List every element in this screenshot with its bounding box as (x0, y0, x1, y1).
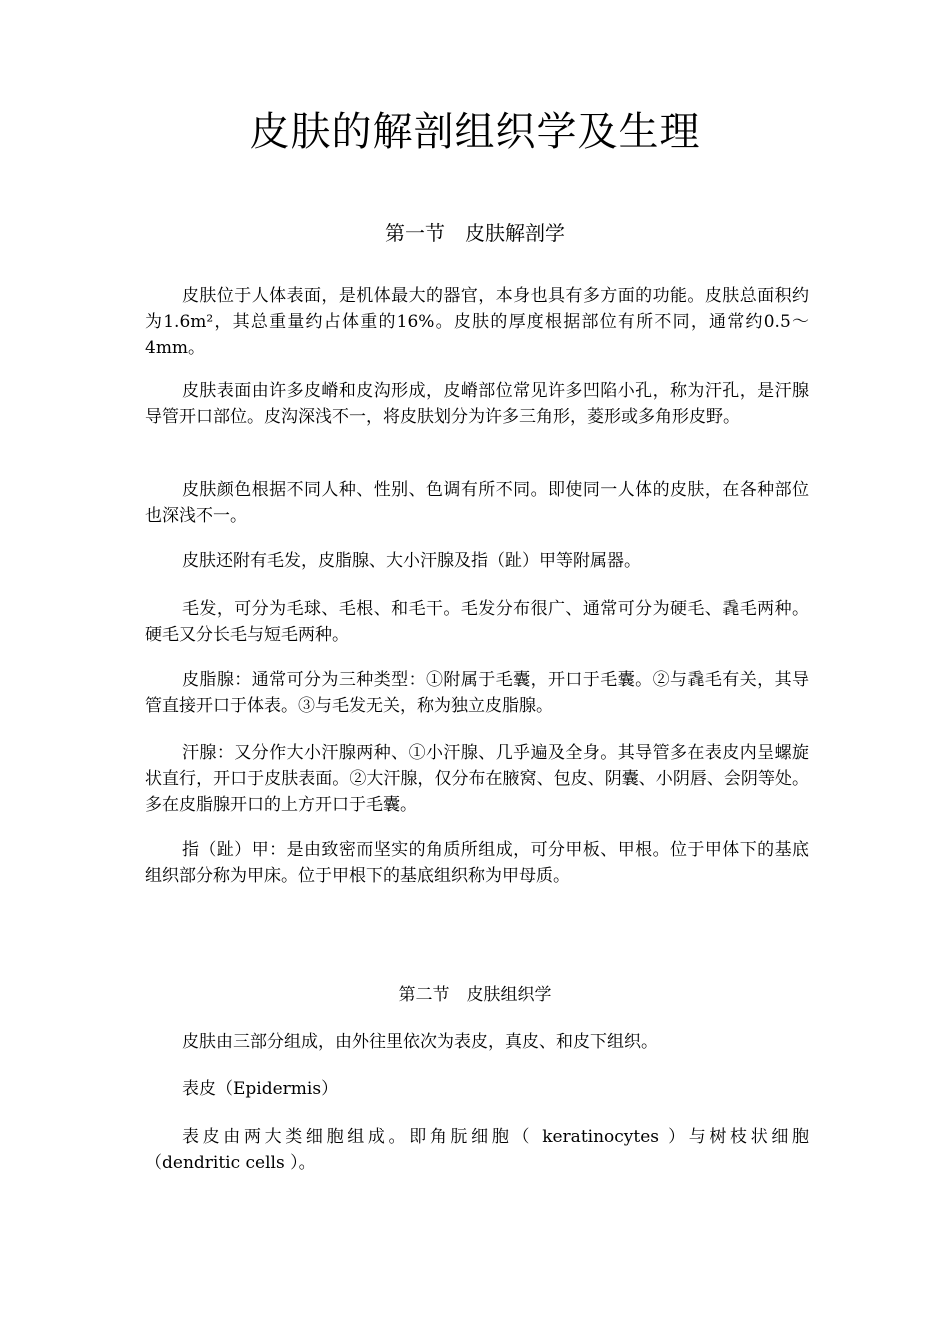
paragraph: 皮肤还附有毛发，皮脂腺、大小汗腺及指（趾）甲等附属器。 (182, 551, 641, 571)
document-title: 皮肤的解剖组织学及生理 (249, 109, 701, 155)
subheading-epidermis: 表皮（Epidermis） (182, 1079, 339, 1099)
paragraph: 皮肤颜色根据不同人种、性别、色调有所不同。即使同一人体的皮肤，在各种部位也深浅不一。 (145, 480, 809, 526)
section-heading-histology: 第二节 皮肤组织学 (398, 985, 552, 1005)
paragraph: 皮肤由三部分组成，由外往里依次为表皮，真皮、和皮下组织。 (182, 1032, 658, 1052)
paragraph: 指（趾）甲：是由致密而坚实的角质所组成，可分甲板、甲根。位于甲体下的基底组织部分称为甲床。位于甲根下的基底组织称为甲母质。 (145, 840, 809, 886)
section-heading-anatomy: 第一节 皮肤解剖学 (385, 221, 565, 245)
paragraph: 表皮由两大类细胞组成。即角朊细胞（ keratinocytes ）与树枝状细胞（dendritic cells ）。 (145, 1127, 809, 1173)
paragraph: 汗腺：又分作大小汗腺两种、①小汗腺、几乎遍及全身。其导管多在表皮内呈螺旋状直行，开口于皮肤表面。②大汗腺，仅分布在腋窝、包皮、阴囊、小阴唇、会阴等处。多在皮脂腺开口的上方开口于毛囊。 (145, 743, 809, 815)
paragraph: 皮肤位于人体表面，是机体最大的器官，本身也具有多方面的功能。皮肤总面积约为1.6m²，其总重量约占体重的16%。皮肤的厚度根据部位有所不同，通常约0.5～4mm。 (145, 286, 809, 358)
paragraph: 皮肤表面由许多皮嵴和皮沟形成，皮嵴部位常见许多凹陷小孔，称为汗孔，是汗腺导管开口部位。皮沟深浅不一，将皮肤划分为许多三角形，菱形或多角形皮野。 (145, 381, 809, 427)
paragraph: 毛发，可分为毛球、毛根、和毛干。毛发分布很广、通常可分为硬毛、毳毛两种。硬毛又分长毛与短毛两种。 (145, 599, 809, 645)
paragraph: 皮脂腺：通常可分为三种类型：①附属于毛囊，开口于毛囊。②与毳毛有关，其导管直接开口于体表。③与毛发无关，称为独立皮脂腺。 (145, 670, 809, 716)
